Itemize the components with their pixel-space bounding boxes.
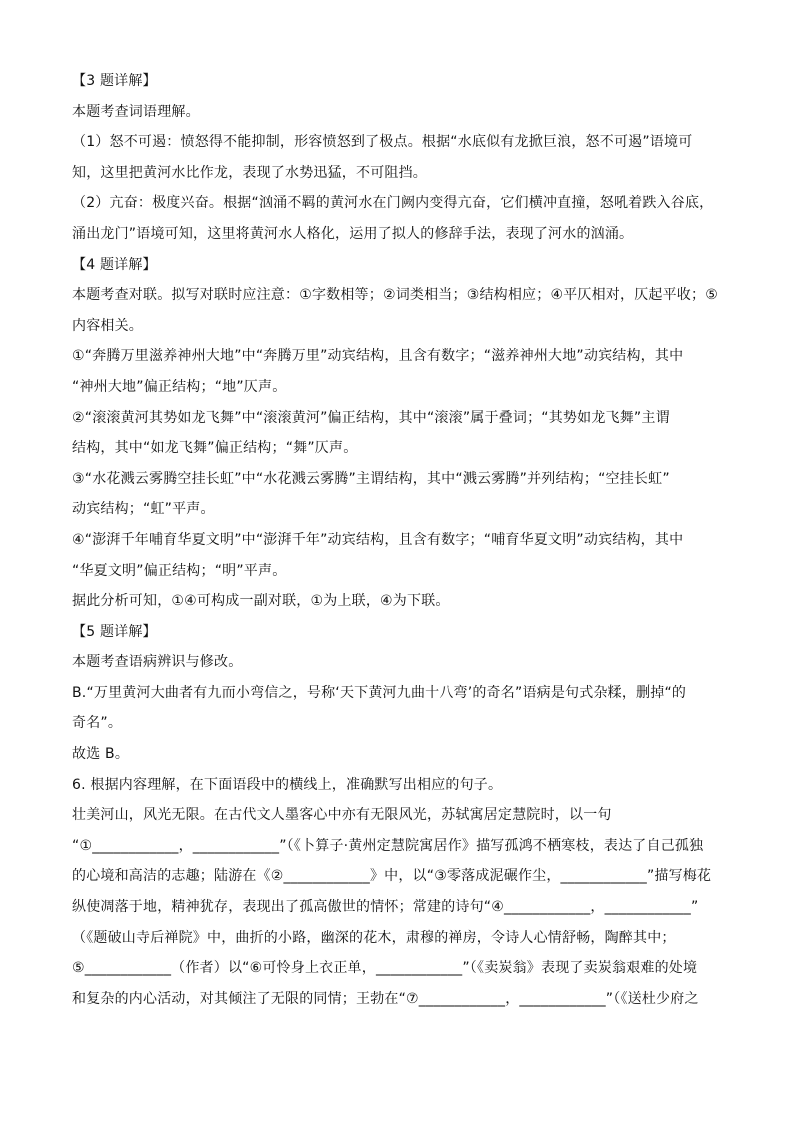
paragraph-line: 知，这里把黄河水比作龙，表现了水势迅猛，不可阻挡。 [72,164,427,181]
paragraph-line: 本题考查对联。拟写对联时应注意：①字数相等；②词类相当；③结构相应；④平仄相对，仄起平收；⑤ [72,287,718,304]
paragraph-line: ③“水花溅云雾腾空挂长虹”中“水花溅云雾腾”主谓结构，其中“溅云雾腾”并列结构；“空挂长虹” [72,470,670,487]
paragraph-line: ④“澎湃千年哺育华夏文明”中“澎湃千年”动宾结构，且含有数字；“哺育华夏文明”动宾结构，其中 [72,531,684,548]
paragraph-line: ⑤____________（作者）以“⑥可怜身上衣正单，____________”（《卖炭翁》表现了卖炭翁艰难的处境 [72,960,698,977]
document-page [72,66,724,1014]
question-6-title: 6. 根据内容理解，在下面语段中的横线上，准确默写出相应的句子。 [72,776,503,793]
section-heading-q3: 【3 题详解】 [72,73,157,89]
paragraph-line: “华夏文明”偏正结构；“明”平声。 [72,562,287,579]
paragraph-line: 内容相关。 [72,317,143,334]
paragraph-line: 和复杂的内心活动，对其倾注了无限的同情；王勃在“⑦____________，____________”（《送杜少府之 [72,990,699,1007]
paragraph-line: ①“奔腾万里滋养神州大地”中“奔腾万里”动宾结构，且含有数字；“滋养神州大地”动宾结构，其中 [72,348,684,365]
paragraph-line: 结构，其中“如龙飞舞”偏正结构；“舞”仄声。 [72,440,358,457]
paragraph-line: 本题考查词语理解。 [72,103,200,120]
paragraph-line: 涌出龙门”语境可知，这里将黄河水人格化，运用了拟人的修辞手法，表现了河水的汹涌。 [72,225,634,242]
paragraph-line: 动宾结构；“虹”平声。 [72,501,215,518]
paragraph-line: ②“滚滚黄河其势如龙飞舞”中“滚滚黄河”偏正结构，其中“滚滚”属于叠词；“其势如龙飞舞”主谓 [72,409,670,426]
paragraph-line: “①____________，____________”（《卜算子·黄州定慧院寓居作》描写孤鸿不栖寒枝，表达了自己孤独 [72,837,704,854]
paragraph-line: （2）亢奋：极度兴奋。根据“汹涌不羁的黄河水在门阙内变得亢奋，它们横冲直撞，怒吼着跌入谷底， [72,195,714,212]
paragraph-line: “神州大地”偏正结构；“地”仄声。 [72,378,287,395]
paragraph-line: （《题破山寺后禅院》中，曲折的小路，幽深的花木，肃穆的禅房，令诗人心情舒畅，陶醉其中； [72,929,676,946]
section-heading-q5: 【5 题详解】 [72,623,157,640]
paragraph-line: 的心境和高洁的志趣；陆游在《②____________》中，以“③零落成泥碾作尘，____________”描写梅花 [72,868,712,885]
paragraph-line: 壮美河山，风光无限。在古代文人墨客心中亦有无限风光，苏轼寓居定慧院时，以一句 [72,807,612,824]
section-heading-q4: 【4 题详解】 [72,256,157,273]
paragraph-line: 纵使凋落于地，精神犹存，表现出了孤高傲世的情怀；常建的诗句“④____________，____________” [72,899,699,916]
paragraph-line: B.“万里黄河大曲者有九而小弯信之，号称‘天下黄河九曲十八弯’的奇名”语病是句式杂糅，删掉“的 [72,684,687,701]
paragraph-line: 故选 B。 [72,746,130,763]
paragraph-line: 据此分析可知，①④可构成一副对联，①为上联，④为下联。 [72,593,450,610]
paragraph-line: （1）怒不可遏：愤怒得不能抑制，形容愤怒到了极点。根据“水底似有龙掀巨浪，怒不可遏”语境可 [72,134,693,151]
paragraph-line: 本题考查语病辨识与修改。 [72,654,243,671]
paragraph-line: 奇名”。 [72,715,123,732]
